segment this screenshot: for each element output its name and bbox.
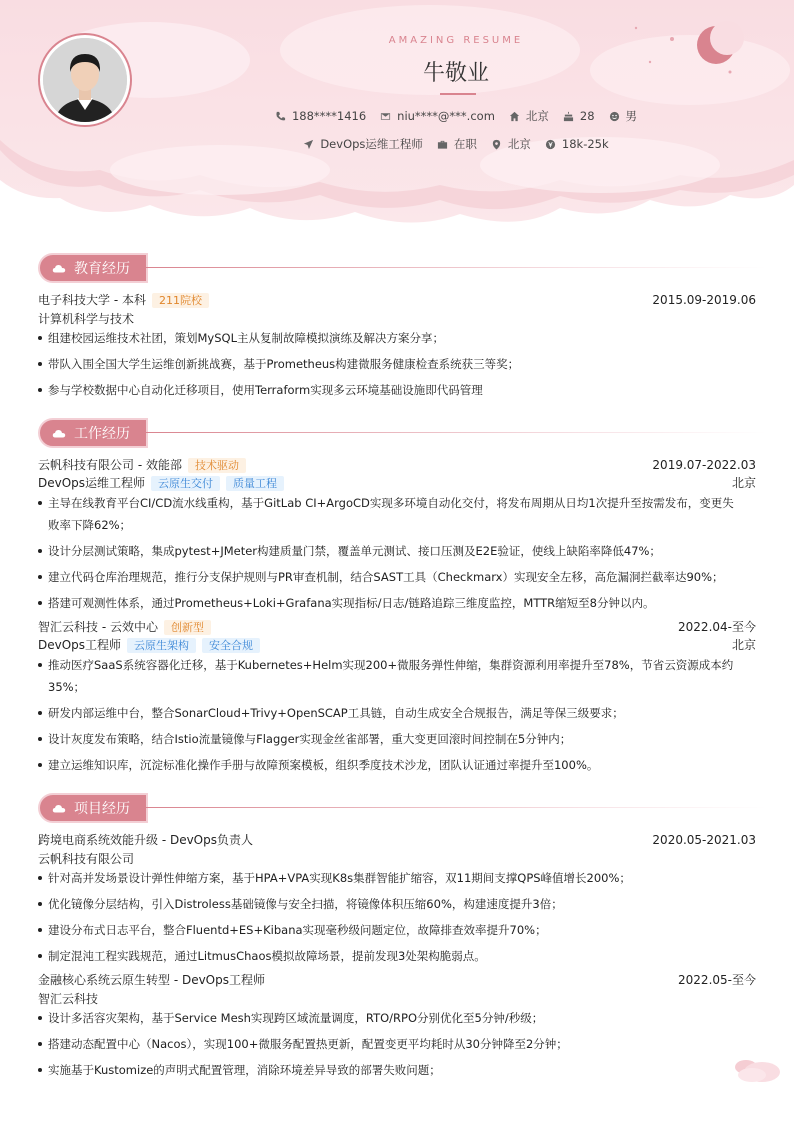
list-item: 实施基于Kustomize的声明式配置管理，消除环境差异导致的部署失败问题； bbox=[38, 1059, 756, 1081]
expect-city-item bbox=[491, 136, 531, 152]
position-item bbox=[303, 136, 423, 152]
name-underline bbox=[440, 93, 476, 95]
email-text: niu****@***.com bbox=[397, 109, 495, 123]
company-tag: 技术驱动 bbox=[188, 458, 246, 473]
money-icon bbox=[545, 139, 556, 150]
list-item: 优化镜像分层结构，引入Distroless基础镜像与安全扫描，将镜像体积压缩60%，构建速度提升3倍； bbox=[38, 893, 756, 915]
cloud-icon bbox=[52, 428, 66, 438]
project-date: 2022.05-至今 bbox=[678, 973, 756, 987]
project-company: 智汇云科技 bbox=[38, 992, 99, 1006]
company-tag: 创新型 bbox=[164, 620, 211, 635]
list-item: 带队入围全国大学生运维创新挑战赛，基于Prometheus构建微服务健康检查系统获三等奖； bbox=[38, 353, 756, 375]
job-header bbox=[38, 457, 756, 473]
list-item-continuation: 35%； bbox=[48, 680, 86, 694]
list-item: 建立运维知识库，沉淀标准化操作手册与故障预案模板，组织季度技术沙龙，团队认证通过率提升至100%。 bbox=[38, 754, 756, 776]
list-item: 建设分布式日志平台，整合Fluentd+ES+Kibana实现毫秒级问题定位，故障排查效率提升70%； bbox=[38, 919, 756, 941]
section-pill bbox=[38, 418, 148, 448]
list-item: 搭建可观测性体系，通过Prometheus+Loki+Grafana实现指标/日志/链路追踪三维度监控，MTTR缩短至8分钟以内。 bbox=[38, 592, 756, 614]
section-projects bbox=[38, 793, 148, 823]
job-city: 北京 bbox=[731, 476, 756, 490]
status-item bbox=[437, 136, 477, 152]
decorative-cloud bbox=[728, 1055, 784, 1087]
list-item: 搭建动态配置中心（Nacos），实现100+微服务配置热更新，配置变更平均耗时从30分钟降至2分钟； bbox=[38, 1033, 756, 1055]
phone-icon bbox=[275, 111, 286, 122]
skill-tag: 云原生交付 bbox=[151, 476, 220, 491]
section-title: 项目经历 bbox=[74, 801, 130, 817]
project-header bbox=[38, 832, 756, 848]
company-name: 智汇云科技 - 云效中心 bbox=[38, 620, 158, 634]
education-header bbox=[38, 292, 756, 308]
project-date: 2020.05-2021.03 bbox=[652, 833, 756, 847]
list-item: 设计灰度发布策略，结合Istio流量镜像与Flagger实现金丝雀部署，重大变更回滚时间控制在5分钟内； bbox=[38, 728, 756, 750]
send-icon bbox=[303, 139, 314, 150]
skill-tag: 云原生架构 bbox=[127, 638, 196, 653]
school-name: 电子科技大学 - 本科 bbox=[38, 293, 146, 307]
job-city: 北京 bbox=[731, 638, 756, 652]
list-item: 参与学校数据中心自动化迁移项目，使用Terraform实现多云环境基础设施即代码管理 bbox=[38, 379, 756, 401]
list-item: 主导在线教育平台CI/CD流水线重构，基于GitLab CI+ArgoCD实现多环境自动化交付，将发布周期从日均1次提升至按需发布，变更失 bbox=[38, 492, 756, 514]
education-date: 2015.09-2019.06 bbox=[652, 293, 756, 307]
school-tag: 211院校 bbox=[152, 293, 209, 308]
job-role-row bbox=[38, 637, 756, 653]
list-item: 建立代码仓库治理规范，推行分支保护规则与PR审查机制，结合SAST工具（Checkmarx）实现安全左移，高危漏洞拦截率达90%； bbox=[38, 566, 756, 588]
section-title: 工作经历 bbox=[74, 426, 130, 442]
home-icon bbox=[509, 111, 520, 122]
position-text: DevOps运维工程师 bbox=[320, 137, 423, 151]
project-name: 跨境电商系统效能升级 - DevOps负责人 bbox=[38, 833, 253, 847]
age-item bbox=[563, 108, 595, 124]
list-item: 研发内部运维中台，整合SonarCloud+Trivy+OpenSCAP工具链，自动生成安全合规报告，满足等保三级要求； bbox=[38, 702, 756, 724]
section-pill bbox=[38, 793, 148, 823]
cloud-icon bbox=[52, 263, 66, 273]
location-icon bbox=[491, 139, 502, 150]
list-item: 制定混沌工程实践规范，通过LitmusChaos模拟故障场景，提前发现3处架构脆弱点。 bbox=[38, 945, 756, 967]
list-item: 针对高并发场景设计弹性伸缩方案，基于HPA+VPA实现K8s集群智能扩缩容，双11期间支撑QPS峰值增长200%； bbox=[38, 867, 756, 889]
salary-item bbox=[545, 136, 609, 152]
section-work bbox=[38, 418, 148, 448]
city-item bbox=[509, 108, 549, 124]
salary-text: 18k-25k bbox=[561, 137, 609, 151]
job-role-row bbox=[38, 475, 756, 491]
list-item-continuation: 败率下降62%； bbox=[48, 518, 132, 532]
project-name: 金融核心系统云原生转型 - DevOps工程师 bbox=[38, 973, 265, 987]
list-item: 推动医疗SaaS系统容器化迁移，基于Kubernetes+Helm实现200+微服务弹性伸缩，集群资源利用率提升至78%，节省云资源成本约 bbox=[38, 654, 756, 676]
section-education bbox=[38, 253, 148, 283]
expect-city-text: 北京 bbox=[507, 137, 531, 151]
phone-text: 188****1416 bbox=[291, 109, 367, 123]
list-item: 组建校园运维技术社团，策划MySQL主从复制故障模拟演练及解决方案分享； bbox=[38, 327, 756, 349]
list-item: 设计多活容灾架构，基于Service Mesh实现跨区域流量调度，RTO/RPO分别优化至5分钟/秒级； bbox=[38, 1007, 756, 1029]
section-divider bbox=[146, 267, 766, 268]
skill-tag: 安全合规 bbox=[202, 638, 260, 653]
job-intent-row bbox=[0, 136, 794, 152]
briefcase-icon bbox=[437, 139, 448, 150]
smile-icon bbox=[609, 111, 620, 122]
job-role: DevOps运维工程师 bbox=[38, 476, 146, 490]
project-company: 云帆科技有限公司 bbox=[38, 852, 135, 866]
gender-item bbox=[609, 108, 638, 124]
cloud-icon bbox=[52, 803, 66, 813]
contact-row bbox=[0, 108, 794, 124]
section-pill bbox=[38, 253, 148, 283]
major: 计算机科学与技术 bbox=[38, 312, 135, 326]
city-text: 北京 bbox=[525, 109, 549, 123]
phone-item bbox=[275, 108, 366, 124]
section-title: 教育经历 bbox=[74, 261, 130, 277]
skill-tag: 质量工程 bbox=[226, 476, 284, 491]
age-text: 28 bbox=[579, 109, 595, 123]
cake-icon bbox=[563, 111, 574, 122]
job-date: 2022.04-至今 bbox=[678, 620, 756, 634]
job-date: 2019.07-2022.03 bbox=[652, 458, 756, 472]
status-text: 在职 bbox=[453, 137, 477, 151]
section-divider bbox=[146, 432, 766, 433]
resume-subtitle: AMAZING RESUME bbox=[388, 35, 524, 46]
candidate-name: 牛敬业 bbox=[422, 61, 489, 86]
company-name: 云帆科技有限公司 - 效能部 bbox=[38, 458, 182, 472]
job-role: DevOps工程师 bbox=[38, 638, 122, 652]
list-item: 设计分层测试策略，集成pytest+JMeter构建质量门禁，覆盖单元测试、接口压测及E2E验证，使线上缺陷率降低47%； bbox=[38, 540, 756, 562]
email-icon bbox=[380, 111, 391, 122]
section-divider bbox=[146, 807, 766, 808]
email-item bbox=[380, 108, 495, 124]
project-header bbox=[38, 972, 756, 988]
gender-text: 男 bbox=[625, 109, 638, 123]
resume-header bbox=[0, 0, 794, 235]
job-header bbox=[38, 619, 756, 635]
